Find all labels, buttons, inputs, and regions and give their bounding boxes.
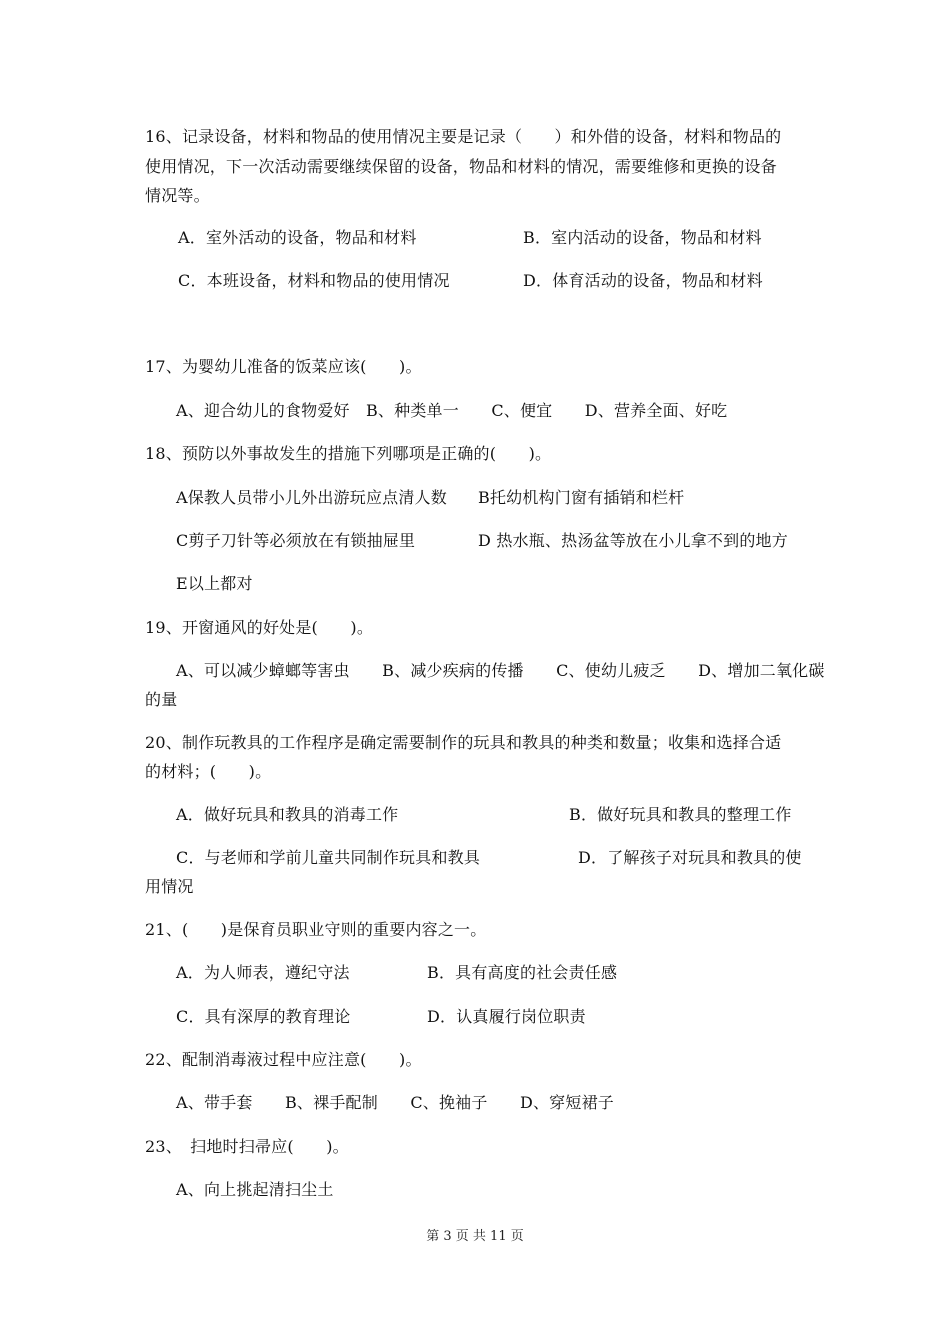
- q23-option-a: A、向上挑起清扫尘土: [176, 1180, 334, 1199]
- q21-stem: 21、( )是保育员职业守则的重要内容之一。: [145, 920, 487, 939]
- q16-stem-line-1: 16、记录设备，材料和物品的使用情况主要是记录（ ）和外借的设备，材料和物品的: [145, 127, 782, 146]
- q21-option-b: B．具有高度的社会责任感: [427, 963, 618, 982]
- q16-option-c: C．本班设备，材料和物品的使用情况: [178, 271, 450, 290]
- q17-options: A、迎合幼儿的食物爱好 B、种类单一 C、便宜 D、营养全面、好吃: [176, 401, 728, 420]
- q19-options-line-2: 的量: [145, 690, 178, 709]
- page-footer: 第 3 页 共 11 页: [426, 1229, 524, 1244]
- q18-option-d: D 热水瓶、热汤盆等放在小儿拿不到的地方: [478, 531, 788, 550]
- q17-stem: 17、为婴幼儿准备的饭菜应该( )。: [145, 357, 422, 376]
- q20-option-d: D．了解孩子对玩具和教具的使: [578, 848, 802, 867]
- q18-stem: 18、预防以外事故发生的措施下列哪项是正确的( )。: [145, 444, 552, 463]
- q20-stem-line-2: 的材料；( )。: [145, 762, 272, 781]
- q18-option-c: C剪子刀针等必须放在有锁抽屉里: [176, 531, 416, 550]
- q22-options: A、带手套 B、裸手配制 C、挽袖子 D、穿短裙子: [176, 1093, 614, 1112]
- q18-option-a: A保教人员带小儿外出游玩应点清人数: [176, 488, 447, 507]
- q23-stem: 23、 扫地时扫帚应( )。: [145, 1137, 349, 1156]
- q16-stem-line-2: 使用情况，下一次活动需要继续保留的设备，物品和材料的情况，需要维修和更换的设备: [145, 157, 777, 176]
- q18-option-b: B托幼机构门窗有插销和栏杆: [478, 488, 685, 507]
- q16-option-d: D．体育活动的设备，物品和材料: [523, 271, 763, 290]
- q20-option-c: C．与老师和学前儿童共同制作玩具和教具: [176, 848, 481, 867]
- q18-option-e: E以上都对: [176, 574, 253, 593]
- q19-stem: 19、开窗通风的好处是( )。: [145, 618, 374, 637]
- q22-stem: 22、配制消毒液过程中应注意( )。: [145, 1050, 422, 1069]
- q20-option-b: B．做好玩具和教具的整理工作: [569, 805, 792, 824]
- q19-options-line-1: A、可以减少蟑螂等害虫 B、减少疾病的传播 C、使幼儿疲乏 D、增加二氧化碳: [176, 661, 825, 680]
- q16-stem-line-3: 情况等。: [145, 186, 210, 205]
- q21-option-d: D．认真履行岗位职责: [427, 1007, 586, 1026]
- q20-option-d-continued: 用情况: [145, 877, 194, 896]
- q21-option-c: C．具有深厚的教育理论: [176, 1007, 351, 1026]
- q20-stem-line-1: 20、制作玩教具的工作程序是确定需要制作的玩具和教具的种类和数量；收集和选择合适: [145, 733, 782, 752]
- q16-option-b: B．室内活动的设备，物品和材料: [523, 228, 762, 247]
- q20-option-a: A．做好玩具和教具的消毒工作: [176, 805, 399, 824]
- q16-option-a: A．室外活动的设备，物品和材料: [178, 228, 417, 247]
- q21-option-a: A．为人师表，遵纪守法: [176, 963, 350, 982]
